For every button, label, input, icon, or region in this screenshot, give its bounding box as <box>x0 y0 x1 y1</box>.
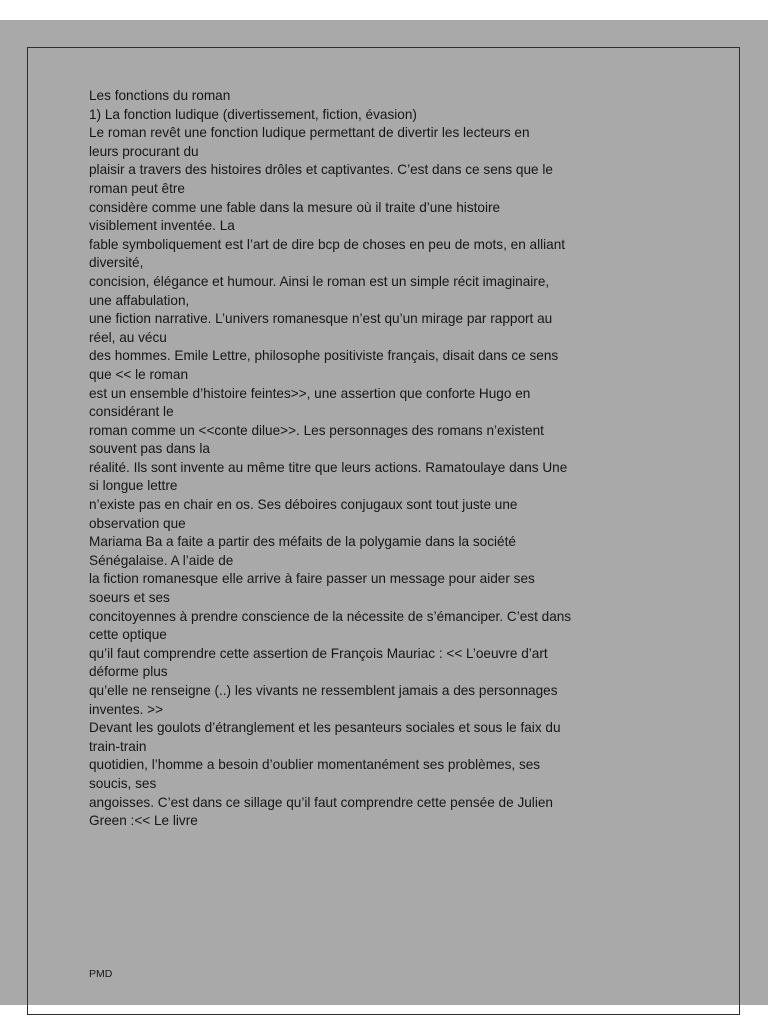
text-line: considère comme une fable dans la mesure où il traite d’une histoire <box>89 199 501 215</box>
text-line: Le roman revêt une fonction ludique permettant de divertir les lecteurs en <box>89 125 530 141</box>
text-line: réalité. Ils sont invente au même titre que leurs actions. Ramatoulaye dans Une <box>89 459 568 475</box>
text-line: roman peut être <box>89 180 185 196</box>
text-line: la fiction romanesque elle arrive à faire passer un message pour aider ses <box>89 571 535 587</box>
text-line: observation que <box>89 515 186 531</box>
text-line: une affabulation, <box>89 292 190 308</box>
text-line: angoisses. C’est dans ce sillage qu’il faut comprendre cette pensée de Julien <box>89 794 553 810</box>
text-line: si longue lettre <box>89 478 178 494</box>
text-line: train-train <box>89 738 147 754</box>
text-line: plaisir a travers des histoires drôles et captivantes. C’est dans ce sens que le <box>89 162 553 178</box>
text-line: réel, au vécu <box>89 329 167 345</box>
section-heading: 1) La fonction ludique (divertissement, fiction, évasion) <box>89 106 417 122</box>
text-line: déforme plus <box>89 664 168 680</box>
document-body <box>89 87 689 831</box>
text-line: que << le roman <box>89 366 188 382</box>
text-line: fable symboliquement est l’art de dire bcp de choses en peu de mots, en alliant <box>89 236 566 252</box>
text-line: n’existe pas en chair en os. Ses déboires conjugaux sont tout juste une <box>89 497 518 513</box>
text-line: une fiction narrative. L’univers romanesque n’est qu’un mirage par rapport au <box>89 311 553 327</box>
text-line: est un ensemble d’histoire feintes>>, une assertion que conforte Hugo en <box>89 385 531 401</box>
text-line: cette optique <box>89 627 167 643</box>
text-line: roman comme un <<conte dilue>>. Les personnages des romans n’existent <box>89 422 544 438</box>
text-line: qu’il faut comprendre cette assertion de François Mauriac : << L’oeuvre d’art <box>89 645 548 661</box>
text-line: qu’elle ne renseigne (..) les vivants ne ressemblent jamais a des personnages <box>89 683 558 698</box>
text-line: Sénégalaise. A l’aide de <box>89 552 234 568</box>
text-line: concision, élégance et humour. Ainsi le roman est un simple récit imaginaire, <box>89 273 550 289</box>
text-line: soeurs et ses <box>89 590 170 606</box>
text-line: concitoyennes à prendre conscience de la nécessite de s’émanciper. C’est dans <box>89 608 572 624</box>
text-line: souvent pas dans la <box>89 441 210 457</box>
text-line: Green :<< Le livre <box>89 813 198 829</box>
text-line: quotidien, l’homme a besoin d’oublier momentanément ses problèmes, ses <box>89 757 541 773</box>
text-line: soucis, ses <box>89 775 157 791</box>
text-line: Devant les goulots d’étranglement et les pesanteurs sociales et sous le faix du <box>89 720 561 736</box>
text-line: des hommes. Emile Lettre, philosophe positiviste français, disait dans ce sens <box>89 348 559 364</box>
document-title: Les fonctions du roman <box>89 88 231 103</box>
text-line: leurs procurant du <box>89 143 199 159</box>
text-line: diversité, <box>89 255 144 271</box>
text-line: considérant le <box>89 404 174 420</box>
text-line: visiblement inventée. La <box>89 218 235 234</box>
text-line: inventes. >> <box>89 701 164 717</box>
text-line: Mariama Ba a faite a partir des méfaits de la polygamie dans la société <box>89 534 516 550</box>
footer-initials: PMD <box>89 968 113 980</box>
